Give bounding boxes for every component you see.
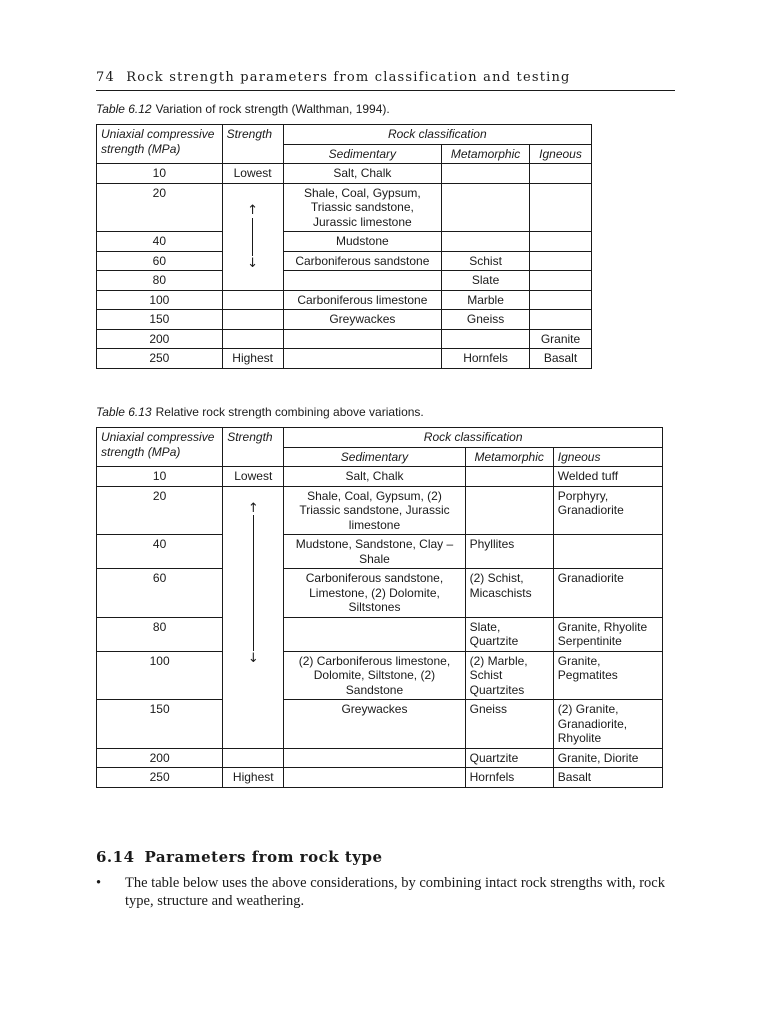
sedimentary-cell: Carboniferous sandstone, Limestone, (2) Dolomite, Siltstones: [284, 569, 465, 618]
metamorphic-cell: [442, 329, 530, 349]
metamorphic-cell: Hornfels: [442, 349, 530, 369]
ucs-cell: 10: [97, 164, 223, 184]
header-rock-classification: Rock classification: [283, 125, 591, 145]
section-heading: [96, 848, 383, 866]
metamorphic-cell: Phyllites: [465, 535, 553, 569]
table-row: [97, 748, 663, 768]
strength-cell: [222, 310, 283, 330]
arrow-down-icon: ↓: [247, 651, 259, 666]
metamorphic-cell: Gneiss: [465, 700, 553, 749]
igneous-cell: [530, 271, 592, 291]
igneous-cell: [530, 232, 592, 252]
header-sedimentary: Sedimentary: [283, 144, 442, 164]
ucs-cell: 10: [97, 467, 223, 487]
metamorphic-cell: (2) Marble, Schist Quartzites: [465, 651, 553, 700]
ucs-cell: 80: [97, 271, 223, 291]
sedimentary-cell: Salt, Chalk: [283, 164, 442, 184]
arrow-up-icon: ↑: [247, 500, 259, 516]
section-title: Parameters from rock type: [144, 848, 383, 866]
arrow-down-icon: ↓: [247, 255, 259, 271]
table-row: [97, 486, 663, 535]
metamorphic-cell: [442, 232, 530, 252]
table1: [96, 124, 592, 369]
ucs-cell: 250: [97, 768, 223, 788]
header-ucs: Uniaxial compressive strength (MPa): [97, 428, 223, 467]
ucs-cell: 60: [97, 569, 223, 618]
table2-caption: [96, 405, 424, 419]
table-row: [97, 535, 663, 569]
sedimentary-cell: Mudstone: [283, 232, 442, 252]
arrow-shaft: [252, 218, 253, 256]
header-sedimentary: Sedimentary: [284, 447, 465, 467]
strength-cell: [222, 290, 283, 310]
table-row: [97, 467, 663, 487]
igneous-cell: Granite, Diorite: [553, 748, 662, 768]
ucs-cell: 60: [97, 251, 223, 271]
table-row: [97, 700, 663, 749]
bullet-icon: •: [96, 875, 102, 891]
strength-cell: Lowest: [223, 467, 284, 487]
table-row: [97, 290, 592, 310]
metamorphic-cell: Slate, Quartzite: [465, 617, 553, 651]
table-row: [97, 768, 663, 788]
sedimentary-cell: [283, 271, 442, 291]
sedimentary-cell: [284, 748, 465, 768]
header-strength: Strength: [223, 428, 284, 467]
sedimentary-cell: Shale, Coal, Gypsum, (2) Triassic sandstone, Jurassic limestone: [284, 486, 465, 535]
metamorphic-cell: [465, 486, 553, 535]
igneous-cell: Granite: [530, 329, 592, 349]
ucs-cell: 100: [97, 290, 223, 310]
igneous-cell: Granadiorite: [553, 569, 662, 618]
sedimentary-cell: Carboniferous limestone: [283, 290, 442, 310]
table2: [96, 427, 663, 788]
table2-header-row: [97, 428, 663, 448]
ucs-cell: 40: [97, 232, 223, 252]
table1-caption: [96, 102, 390, 116]
table2-number: Table 6.13: [96, 405, 152, 419]
table1-number: Table 6.12: [96, 102, 152, 116]
table-row: [97, 651, 663, 700]
header-metamorphic: Metamorphic: [465, 447, 553, 467]
running-head: [96, 70, 675, 91]
sedimentary-cell: Greywackes: [283, 310, 442, 330]
table2-caption-text: Relative rock strength combining above variations.: [155, 405, 424, 419]
igneous-cell: Porphyry, Granadiorite: [553, 486, 662, 535]
sedimentary-cell: Mudstone, Sandstone, Clay – Shale: [284, 535, 465, 569]
sedimentary-cell: [283, 349, 442, 369]
bullet-list-item: [96, 874, 676, 910]
arrow-shaft: [253, 515, 254, 651]
ucs-cell: 100: [97, 651, 223, 700]
ucs-cell: 20: [97, 183, 223, 232]
sedimentary-cell: Carboniferous sandstone: [283, 251, 442, 271]
header-igneous: Igneous: [553, 447, 662, 467]
table1-header-row: [97, 125, 592, 145]
section-number: 6.14: [96, 848, 135, 866]
metamorphic-cell: Marble: [442, 290, 530, 310]
table-row: [97, 310, 592, 330]
igneous-cell: Granite, Pegmatites: [553, 651, 662, 700]
metamorphic-cell: (2) Schist, Micaschists: [465, 569, 553, 618]
header-strength: Strength: [222, 125, 283, 164]
igneous-cell: Welded tuff: [553, 467, 662, 487]
igneous-cell: (2) Granite, Granadiorite, Rhyolite: [553, 700, 662, 749]
sedimentary-cell: (2) Carboniferous limestone, Dolomite, Siltstone, (2) Sandstone: [284, 651, 465, 700]
igneous-cell: [530, 290, 592, 310]
ucs-cell: 150: [97, 700, 223, 749]
table-row: [97, 251, 592, 271]
header-ucs: Uniaxial compressive strength (MPa): [97, 125, 223, 164]
sedimentary-cell: Greywackes: [284, 700, 465, 749]
metamorphic-cell: [465, 467, 553, 487]
igneous-cell: Basalt: [530, 349, 592, 369]
igneous-cell: [553, 535, 662, 569]
strength-arrow-cell: [222, 183, 283, 290]
ucs-cell: 250: [97, 349, 223, 369]
sedimentary-cell: [284, 768, 465, 788]
header-igneous: Igneous: [530, 144, 592, 164]
metamorphic-cell: [442, 164, 530, 184]
igneous-cell: Basalt: [553, 768, 662, 788]
strength-cell: [222, 329, 283, 349]
metamorphic-cell: Quartzite: [465, 748, 553, 768]
strength-cell: Highest: [222, 349, 283, 369]
strength-cell: [223, 748, 284, 768]
sedimentary-cell: [283, 329, 442, 349]
metamorphic-cell: [442, 183, 530, 232]
header-metamorphic: Metamorphic: [442, 144, 530, 164]
ucs-cell: 80: [97, 617, 223, 651]
ucs-cell: 200: [97, 748, 223, 768]
metamorphic-cell: Slate: [442, 271, 530, 291]
table-row: [97, 232, 592, 252]
metamorphic-cell: Gneiss: [442, 310, 530, 330]
ucs-cell: 200: [97, 329, 223, 349]
bullet-text: The table below uses the above considerations, by combining intact rock strengths with, rock type, structure and weathering.: [125, 875, 665, 909]
ucs-cell: 150: [97, 310, 223, 330]
table-row: [97, 164, 592, 184]
sedimentary-cell: [284, 617, 465, 651]
igneous-cell: [530, 183, 592, 232]
table-row: [97, 617, 663, 651]
running-head-title: Rock strength parameters from classification and testing: [126, 70, 571, 85]
igneous-cell: Granite, Rhyolite Serpentinite: [553, 617, 662, 651]
strength-cell: Lowest: [222, 164, 283, 184]
metamorphic-cell: Schist: [442, 251, 530, 271]
metamorphic-cell: Hornfels: [465, 768, 553, 788]
ucs-cell: 20: [97, 486, 223, 535]
sedimentary-cell: Salt, Chalk: [284, 467, 465, 487]
table-row: [97, 271, 592, 291]
sedimentary-cell: Shale, Coal, Gypsum, Triassic sandstone, Jurassic limestone: [283, 183, 442, 232]
arrow-up-icon: ↑: [247, 203, 259, 218]
header-rock-classification: Rock classification: [284, 428, 663, 448]
table-row: [97, 569, 663, 618]
page-number: 74: [96, 70, 115, 85]
ucs-cell: 40: [97, 535, 223, 569]
igneous-cell: [530, 310, 592, 330]
table-row: [97, 349, 592, 369]
strength-cell: Highest: [223, 768, 284, 788]
strength-arrow-cell: [223, 486, 284, 748]
igneous-cell: [530, 164, 592, 184]
table-row: [97, 329, 592, 349]
igneous-cell: [530, 251, 592, 271]
table-row: [97, 183, 592, 232]
table1-caption-text: Variation of rock strength (Walthman, 1994).: [155, 102, 390, 116]
